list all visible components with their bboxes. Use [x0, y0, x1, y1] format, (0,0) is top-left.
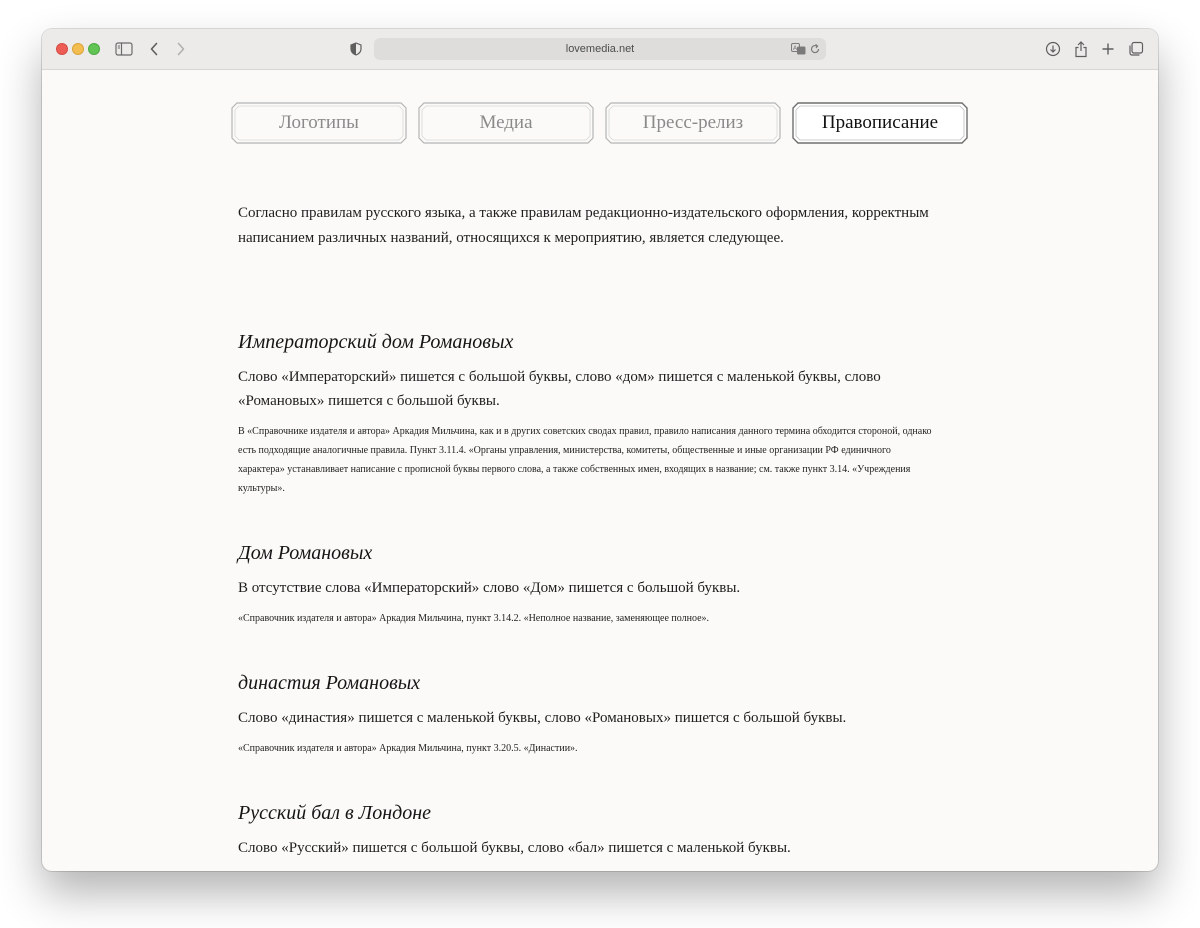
section-text: Слово «династия» пишется с маленькой буквы, слово «Романовых» пишется с большой буквы. [238, 710, 847, 726]
browser-toolbar [42, 29, 1158, 70]
tab-logos[interactable] [231, 102, 407, 144]
tab-spelling[interactable] [792, 102, 968, 144]
translate-icon[interactable] [790, 41, 806, 57]
section-dynasty [238, 670, 958, 758]
section-house-of-romanov [238, 540, 958, 628]
reload-icon[interactable] [807, 41, 823, 57]
new-tab-icon[interactable] [1098, 39, 1118, 59]
svg-text:A: A [792, 45, 797, 52]
section-note: В «Справочнике издателя и автора» Аркадия Мильчина, как и в других советских сводах правил, правило написания данного термина обходится стороной, однако есть подходящие аналогичные правила. Пункт 3.11.4. «Органы управления, министерства, комитеты, общественные и иные организации РФ единичного характера» устанавливает написание с прописной буквы первого слова, а также собственных имен, входящих в название; см. также пункт 3.14. «Учреждения культуры». [238, 426, 932, 494]
downloads-icon[interactable] [1043, 39, 1063, 59]
section-title: Русский бал в Лондоне [238, 802, 432, 824]
back-icon[interactable] [144, 39, 164, 59]
section-note: «Справочник издателя и автора» Аркадия Мильчина, пункт 3.14.2. «Неполное название, заменяющее полное». [238, 613, 710, 624]
share-icon[interactable] [1071, 39, 1091, 59]
forward-icon[interactable] [171, 39, 191, 59]
section-title: династия Романовых [238, 672, 421, 694]
tab-media[interactable] [418, 102, 594, 144]
sidebar-toggle-icon[interactable] [114, 39, 134, 59]
address-bar[interactable] [374, 38, 826, 60]
minimize-window-button[interactable] [72, 43, 84, 55]
section-text: В отсутствие слова «Императорский» слово «Дом» пишется с большой буквы. [238, 580, 741, 596]
tab-spelling-label: Правописание [821, 112, 939, 133]
browser-window [42, 29, 1158, 871]
tab-press-release-label: Пресс-релиз [642, 112, 744, 133]
section-note: «Справочник издателя и автора» Аркадия Мильчина, пункт 3.20.5. «Династии». [238, 743, 578, 754]
tab-overview-icon[interactable] [1126, 39, 1146, 59]
section-text: Слово «Русский» пишется с большой буквы, слово «бал» пишется с маленькой буквы. [238, 840, 791, 856]
section-russian-ball [238, 800, 958, 860]
privacy-shield-icon[interactable] [346, 39, 366, 59]
tab-media-label: Медиа [479, 112, 533, 133]
section-title: Дом Романовых [238, 542, 373, 564]
tab-logos-label: Логотипы [279, 112, 359, 133]
address-url: lovemedia.net [565, 43, 635, 55]
section-imperial-house [238, 329, 958, 498]
section-title: Императорский дом Романовых [238, 331, 514, 353]
close-window-button[interactable] [56, 43, 68, 55]
zoom-window-button[interactable] [88, 43, 100, 55]
intro-paragraph: Согласно правилам русского языка, а также правилам редакционно-издательского оформления, корректным написанием различных названий, относящихся к мероприятию, является следующее. [238, 205, 929, 246]
tab-press-release[interactable] [605, 102, 781, 144]
section-text: Слово «Императорский» пишется с большой буквы, слово «дом» пишется с маленькой буквы, слово «Романовых» пишется с большой буквы. [238, 369, 881, 409]
page-content [42, 70, 1158, 871]
